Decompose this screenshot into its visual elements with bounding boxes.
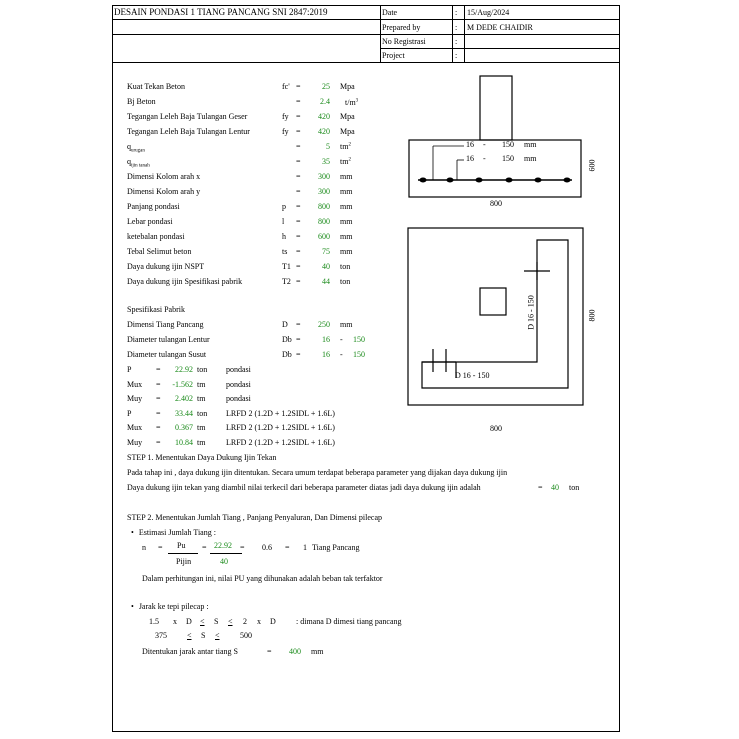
param-label: Tebal Selimut beton [127, 247, 192, 256]
step1-title: STEP 1. Menentukan Daya Dukung Ijin Tekan [127, 453, 277, 462]
step1-line2: Daya dukung ijin tekan yang diambil nilai terkecil dari beberapa parameter diatas jadi daya dukung ijin adalah [127, 483, 481, 492]
param-unit: mm [340, 232, 353, 241]
spec-unit: mm [340, 320, 353, 329]
jarak-label: Ditentukan jarak antar tiang S [142, 647, 238, 656]
param-symbol: ts [282, 247, 288, 256]
rebar1-dash: - [483, 140, 486, 149]
load-desc: LRFD 2 (1.2D + 1.2SIDL + 1.6L) [226, 423, 335, 433]
load-desc: pondasi [226, 379, 251, 389]
param-label [127, 142, 145, 154]
param-symbol: h [282, 232, 286, 241]
param-unit [345, 98, 358, 107]
param-label: ketebalan pondasi [127, 232, 185, 241]
param-value: 40 [322, 262, 330, 271]
column-plan [480, 288, 506, 315]
load-value: 0.367 [175, 423, 193, 433]
param-label: Dimensi Kolom arah x [127, 172, 201, 181]
param-unit: mm [340, 187, 353, 196]
param-value: 300 [318, 187, 330, 196]
spec-title: Spesifikasi Pabrik [127, 305, 185, 314]
load-value: -1.562 [172, 379, 193, 389]
param-label: Daya dukung ijin NSPT [127, 262, 205, 271]
param-symbol: fy [282, 112, 289, 121]
rebar2-dash: - [483, 154, 486, 163]
param-label: Kuat Tekan Beton [127, 82, 185, 91]
date-value: 15/Aug/2024 [467, 8, 510, 17]
param-symbol: T2 [282, 277, 291, 286]
param-label-sub: urugan [131, 148, 145, 154]
colon: : [455, 8, 458, 17]
spec-value2: 150 [353, 335, 365, 344]
rebar-dot [564, 178, 571, 183]
column-outline [480, 76, 512, 140]
ineq-le: < [200, 617, 205, 626]
pilecap-section [409, 140, 581, 197]
param-label: Tegangan Leleh Baja Tulangan Geser [127, 112, 248, 121]
load-unit: tm [197, 394, 206, 404]
param-symbol: fc' [282, 82, 290, 91]
load-eq: = [156, 394, 161, 404]
unit-base: tm [340, 142, 349, 151]
param-unit: ton [340, 262, 351, 271]
param-value: 2.4 [320, 97, 330, 106]
ineq-d: D [270, 617, 276, 626]
rebar2-u: mm [524, 154, 537, 163]
jarak-unit: mm [311, 647, 324, 656]
unit-exp: 2 [348, 142, 351, 148]
load-name: P [127, 408, 132, 418]
spec-value2: 150 [353, 350, 365, 359]
param-value: 5 [326, 142, 330, 151]
load-unit: ton [197, 365, 208, 374]
param-unit: mm [340, 247, 353, 256]
param-eq: = [296, 82, 301, 91]
param-value: 25 [322, 82, 330, 91]
formula-den: 40 [220, 557, 228, 566]
param-unit [340, 157, 351, 166]
header-divider [112, 34, 380, 35]
step2-bullet2: • Jarak ke tepi pilecap : [131, 602, 209, 611]
rebar-dot [506, 178, 513, 183]
header-divider [112, 62, 620, 63]
formula-eq3: = [285, 543, 290, 552]
step1-eq: = [538, 483, 543, 492]
formula-n: n [142, 543, 146, 552]
fraction-bar [210, 553, 242, 554]
param-value: 420 [318, 112, 330, 121]
plan-bottom-label: D 16 - 150 [455, 371, 490, 380]
load-value: 10.84 [175, 438, 193, 447]
spec-eq: = [296, 335, 301, 344]
colon: : [455, 37, 458, 46]
param-unit: Mpa [340, 127, 355, 136]
pilecap-plan [408, 228, 583, 405]
range-high: 500 [240, 631, 252, 640]
param-value: 300 [318, 172, 330, 181]
rebar2-n: 16 [466, 154, 474, 163]
prepared-label: Prepared by [382, 23, 421, 32]
param-label: Bj Beton [127, 97, 156, 106]
param-label [127, 157, 150, 169]
param-symbol: fy [282, 127, 289, 136]
param-label: Daya dukung ijin Spesifikasi pabrik [127, 277, 243, 286]
param-eq: = [296, 247, 301, 256]
formula-result-label: Tiang Pancang [312, 543, 360, 552]
param-value: 44 [322, 277, 330, 286]
param-eq: = [296, 217, 301, 226]
step2-note: Dalam perhitungan ini, nilai PU yang dihunakan adalah beban tak terfaktor [142, 574, 383, 583]
ineq-s: S [214, 617, 219, 626]
colon: : [455, 23, 458, 32]
step1-unit: ton [569, 483, 580, 492]
header-divider [112, 19, 620, 20]
header-divider [380, 34, 620, 35]
spec-label: Diameter tulangan Lentur [127, 335, 210, 344]
project-label: Project [382, 51, 405, 60]
spec-eq: = [296, 320, 301, 329]
jarak-eq: = [267, 647, 272, 656]
param-eq: = [296, 172, 301, 181]
header-divider [452, 5, 453, 62]
plan-width-dim: 800 [490, 424, 502, 433]
colon: : [455, 51, 458, 60]
param-unit: Mpa [340, 112, 355, 121]
param-value: 35 [322, 157, 330, 166]
load-eq: = [156, 379, 161, 389]
param-unit: mm [340, 217, 353, 226]
param-unit: mm [340, 202, 353, 211]
rebar-dot [476, 178, 483, 183]
load-name: P [127, 365, 132, 374]
spec-symbol: Db [282, 350, 292, 359]
param-unit: ton [340, 277, 351, 286]
step2-bullet1: • Estimasi Jumlah Tiang : [131, 528, 216, 537]
param-label: Dimensi Kolom arah y [127, 187, 201, 196]
param-value: 800 [318, 217, 330, 226]
param-eq: = [296, 277, 301, 286]
param-eq: = [296, 232, 301, 241]
ineq-f1: 1.5 [149, 617, 159, 626]
ineq-x: x [173, 617, 177, 626]
param-eq: = [296, 112, 301, 121]
document-title: DESAIN PONDASI 1 TIANG PANCANG SNI 2847:2019 [114, 7, 328, 17]
load-name: Mux [127, 423, 143, 433]
formula-pijin: Pijin [176, 557, 192, 566]
spec-label: Diameter tulangan Susut [127, 350, 207, 359]
header-divider [380, 5, 381, 62]
load-unit: tm [197, 438, 206, 447]
jarak-value: 400 [289, 647, 301, 656]
registrasi-label: No Registrasi [382, 37, 426, 46]
ineq-desc: : dimana D dimesi tiang pancang [296, 617, 402, 626]
load-unit: tm [197, 379, 206, 389]
param-unit: mm [340, 172, 353, 181]
formula-pu: Pu [177, 541, 186, 550]
load-value: 2.402 [175, 394, 193, 404]
spec-dash: - [340, 350, 343, 359]
unit-exp: 2 [348, 157, 351, 163]
param-label: Panjang pondasi [127, 202, 180, 211]
spec-value: 16 [322, 335, 330, 344]
load-desc: LRFD 2 (1.2D + 1.2SIDL + 1.6L) [226, 438, 335, 447]
range-le: < [215, 631, 220, 640]
load-eq: = [156, 438, 161, 447]
rebar1-u: mm [524, 140, 537, 149]
range-low: 375 [155, 631, 167, 640]
date-label: Date [382, 8, 398, 17]
ineq-2: 2 [243, 617, 247, 626]
plan-height-dim: 800 [587, 309, 597, 322]
spec-label: Dimensi Tiang Pancang [127, 320, 204, 329]
param-symbol: p [282, 202, 286, 211]
rebar-dot [447, 178, 454, 183]
load-desc: LRFD 2 (1.2D + 1.2SIDL + 1.6L) [226, 408, 335, 418]
ineq-x: x [257, 617, 261, 626]
rebar-dot [420, 178, 427, 183]
rebar-plan [422, 240, 568, 388]
formula-num: 22.92 [214, 541, 232, 550]
ineq-d: D [186, 617, 192, 626]
param-label: Lebar pondasi [127, 217, 173, 226]
load-eq: = [156, 408, 161, 418]
param-value: 600 [318, 232, 330, 241]
header-divider [464, 5, 465, 62]
param-label: Tegangan Leleh Baja Tulangan Lentur [127, 127, 250, 136]
formula-result: 1 [303, 543, 307, 552]
spec-eq: = [296, 350, 301, 359]
param-label-main: q [127, 157, 131, 166]
header-divider [380, 48, 620, 49]
step2-title: STEP 2. Menentukan Jumlah Tiang , Panjang Penyaluran, Dan Dimensi pilecap [127, 513, 383, 522]
spec-symbol: D [282, 320, 288, 329]
rebar1-n: 16 [466, 140, 474, 149]
unit-base: tm [340, 157, 349, 166]
section-height-dim: 600 [587, 159, 597, 172]
load-unit: tm [197, 423, 206, 433]
param-eq: = [296, 262, 301, 271]
param-symbol: l [282, 217, 285, 226]
load-name: Mux [127, 379, 143, 389]
load-value: 22.92 [175, 365, 193, 374]
formula-eq: = [158, 543, 163, 552]
formula-ratio: 0.6 [262, 543, 272, 552]
load-name: Muy [127, 438, 143, 447]
param-eq: = [296, 202, 301, 211]
formula-eq: = [202, 543, 207, 552]
rebar2-s: 150 [502, 154, 514, 163]
plan-diagram [400, 222, 615, 417]
load-eq: = [156, 365, 161, 374]
spec-symbol: Db [282, 335, 292, 344]
spec-value: 250 [318, 320, 330, 329]
load-value: 33.44 [175, 408, 193, 418]
load-desc: pondasi [226, 394, 251, 404]
param-unit [340, 142, 351, 151]
section-width-dim: 800 [490, 199, 502, 208]
load-name: Muy [127, 394, 143, 404]
param-value: 420 [318, 127, 330, 136]
ineq-le: < [228, 617, 233, 626]
rebar-dot [535, 178, 542, 183]
load-eq: = [156, 423, 161, 433]
rebar1-s: 150 [502, 140, 514, 149]
param-value: 800 [318, 202, 330, 211]
param-eq: = [296, 142, 301, 151]
spec-value: 16 [322, 350, 330, 359]
prepared-value: M DEDE CHAIDIR [467, 23, 533, 32]
param-eq: = [296, 157, 301, 166]
param-label-main: q [127, 142, 131, 151]
load-unit: ton [197, 408, 208, 418]
plan-side-label: D 16 - 150 [526, 295, 536, 330]
param-eq: = [296, 187, 301, 196]
range-le: < [187, 631, 192, 640]
param-unit: Mpa [340, 82, 355, 91]
spec-dash: - [340, 335, 343, 344]
fraction-bar [168, 553, 198, 554]
formula-eq2: = [240, 543, 245, 552]
param-eq: = [296, 127, 301, 136]
step1-line1: Pada tahap ini , daya dukung ijin ditentukan. Secara umum terdapat beberapa parameter yang dijakan daya dukung ijin [127, 468, 508, 477]
step1-value: 40 [551, 483, 559, 492]
param-value: 75 [322, 247, 330, 256]
param-eq: = [296, 97, 301, 106]
param-symbol: T1 [282, 262, 291, 271]
unit-exp: 3 [355, 98, 359, 104]
unit-base: t/m [345, 98, 356, 107]
load-desc: pondasi [226, 365, 251, 374]
param-label-sub: ijin tanah [131, 163, 150, 169]
range-s: S [201, 631, 206, 640]
